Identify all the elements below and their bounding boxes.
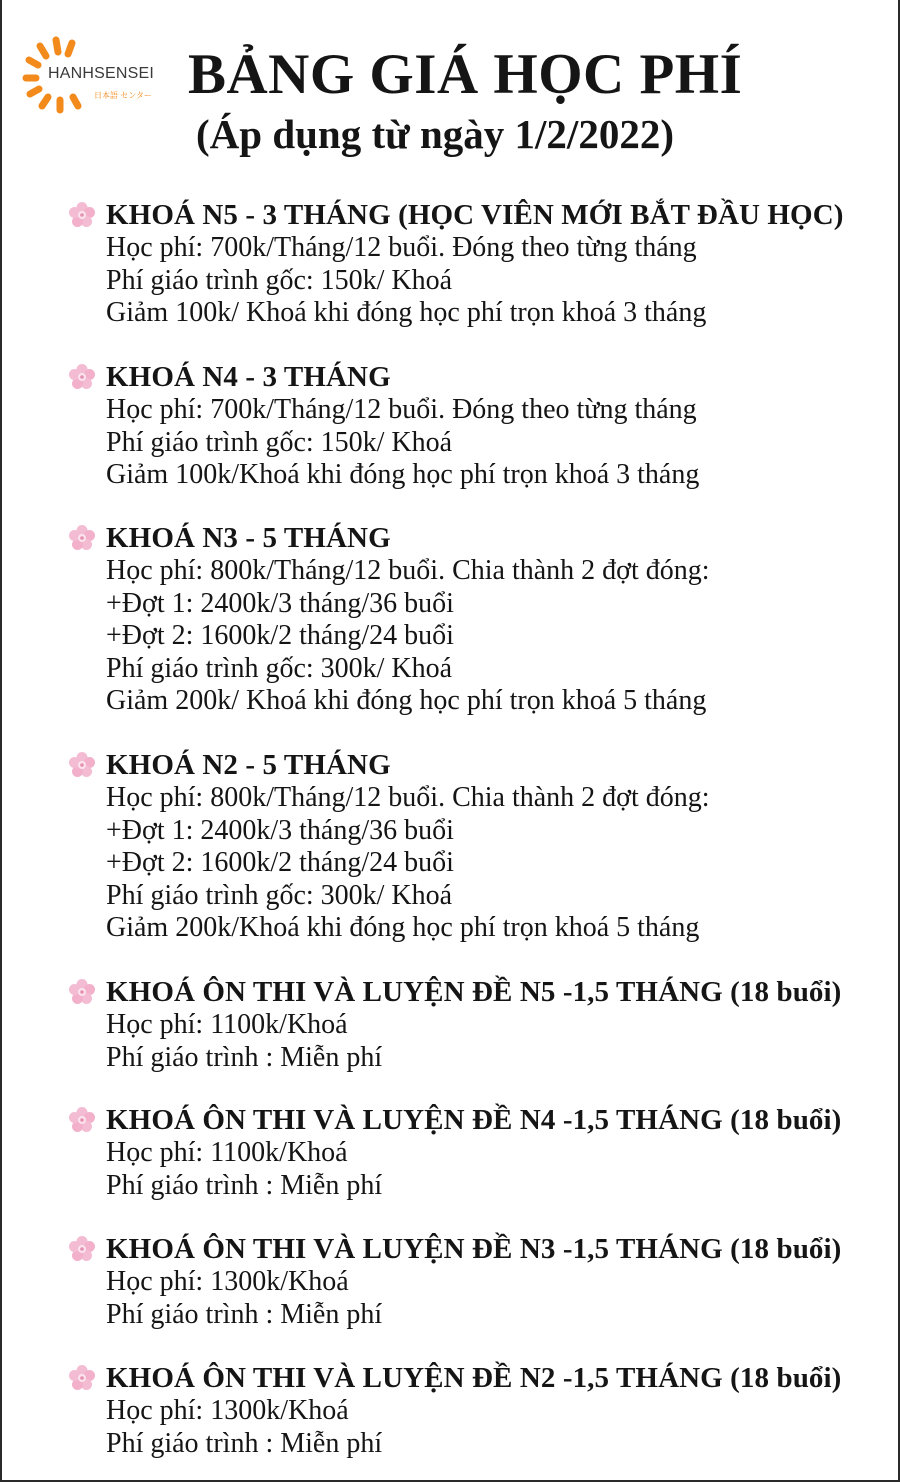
cherry-blossom-icon <box>68 524 96 552</box>
course-block <box>68 748 878 945</box>
course-block <box>68 1232 878 1331</box>
course-line: Phí giáo trình gốc: 150k/ Khoá <box>106 426 453 458</box>
course-line: Học phí: 800k/Tháng/12 buổi. Chia thành 2 đợt đóng: <box>106 555 710 586</box>
course-line: +Đợt 2: 1600k/2 tháng/24 buổi <box>106 847 454 878</box>
course-line: Phí giáo trình gốc: 300k/ Khoá <box>106 652 453 684</box>
course-line: Học phí: 1300k/Khoá <box>106 1395 349 1426</box>
logo-subtext: 日本語 センター <box>94 91 152 100</box>
course-block <box>68 1103 878 1202</box>
brand-logo <box>22 36 172 116</box>
course-title: KHOÁ N5 - 3 THÁNG (HỌC VIÊN MỚI BẮT ĐẦU HỌC) <box>106 198 844 231</box>
course-line: Phí giáo trình : Miễn phí <box>106 1041 383 1073</box>
course-block <box>68 198 878 330</box>
cherry-blossom-icon <box>68 1235 96 1263</box>
cherry-blossom-icon <box>68 201 96 229</box>
page-title: BẢNG GIÁ HỌC PHÍ <box>188 43 743 106</box>
course-line: +Đợt 1: 2400k/3 tháng/36 buổi <box>106 587 454 619</box>
course-line: Giảm 100k/ Khoá khi đóng học phí trọn khoá 3 tháng <box>106 297 707 328</box>
cherry-blossom-icon <box>68 363 96 391</box>
course-line: Phí giáo trình : Miễn phí <box>106 1169 383 1201</box>
course-title: KHOÁ ÔN THI VÀ LUYỆN ĐỀ N3 -1,5 THÁNG (18 buổi) <box>106 1232 842 1265</box>
course-title: KHOÁ N3 - 5 THÁNG <box>106 521 391 554</box>
course-title: KHOÁ N2 - 5 THÁNG <box>106 748 391 781</box>
course-line: Giảm 100k/Khoá khi đóng học phí trọn khoá 3 tháng <box>106 459 700 490</box>
course-line: Học phí: 700k/Tháng/12 buổi. Đóng theo từng tháng <box>106 394 697 425</box>
cherry-blossom-icon <box>68 1364 96 1392</box>
page-subtitle: (Áp dụng từ ngày 1/2/2022) <box>196 111 674 157</box>
course-line: Học phí: 1100k/Khoá <box>106 1137 348 1168</box>
course-title: KHOÁ ÔN THI VÀ LUYỆN ĐỀ N4 -1,5 THÁNG (18 buổi) <box>106 1103 842 1136</box>
course-block <box>68 521 878 718</box>
course-line: Học phí: 1100k/Khoá <box>106 1009 348 1040</box>
course-line: Phí giáo trình : Miễn phí <box>106 1298 383 1330</box>
course-line: Giảm 200k/Khoá khi đóng học phí trọn khoá 5 tháng <box>106 912 700 943</box>
course-line: Học phí: 800k/Tháng/12 buổi. Chia thành 2 đợt đóng: <box>106 782 710 813</box>
course-line: Phí giáo trình : Miễn phí <box>106 1427 383 1459</box>
course-line: Phí giáo trình gốc: 300k/ Khoá <box>106 879 453 911</box>
course-title: KHOÁ N4 - 3 THÁNG <box>106 360 391 393</box>
course-title: KHOÁ ÔN THI VÀ LUYỆN ĐỀ N2 -1,5 THÁNG (18 buổi) <box>106 1361 842 1394</box>
course-line: +Đợt 1: 2400k/3 tháng/36 buổi <box>106 814 454 846</box>
course-block <box>68 360 878 492</box>
cherry-blossom-icon <box>68 978 96 1006</box>
course-title: KHOÁ ÔN THI VÀ LUYỆN ĐỀ N5 -1,5 THÁNG (18 buổi) <box>106 975 842 1008</box>
course-line: Học phí: 700k/Tháng/12 buổi. Đóng theo từng tháng <box>106 232 697 263</box>
course-block <box>68 1361 878 1460</box>
cherry-blossom-icon <box>68 751 96 779</box>
logo-text: HANHSENSEI <box>48 65 155 82</box>
course-line: +Đợt 2: 1600k/2 tháng/24 buổi <box>106 620 454 651</box>
course-line: Giảm 200k/ Khoá khi đóng học phí trọn khoá 5 tháng <box>106 685 707 716</box>
cherry-blossom-icon <box>68 1106 96 1134</box>
course-block <box>68 975 878 1074</box>
course-line: Học phí: 1300k/Khoá <box>106 1266 349 1297</box>
course-line: Phí giáo trình gốc: 150k/ Khoá <box>106 264 453 296</box>
